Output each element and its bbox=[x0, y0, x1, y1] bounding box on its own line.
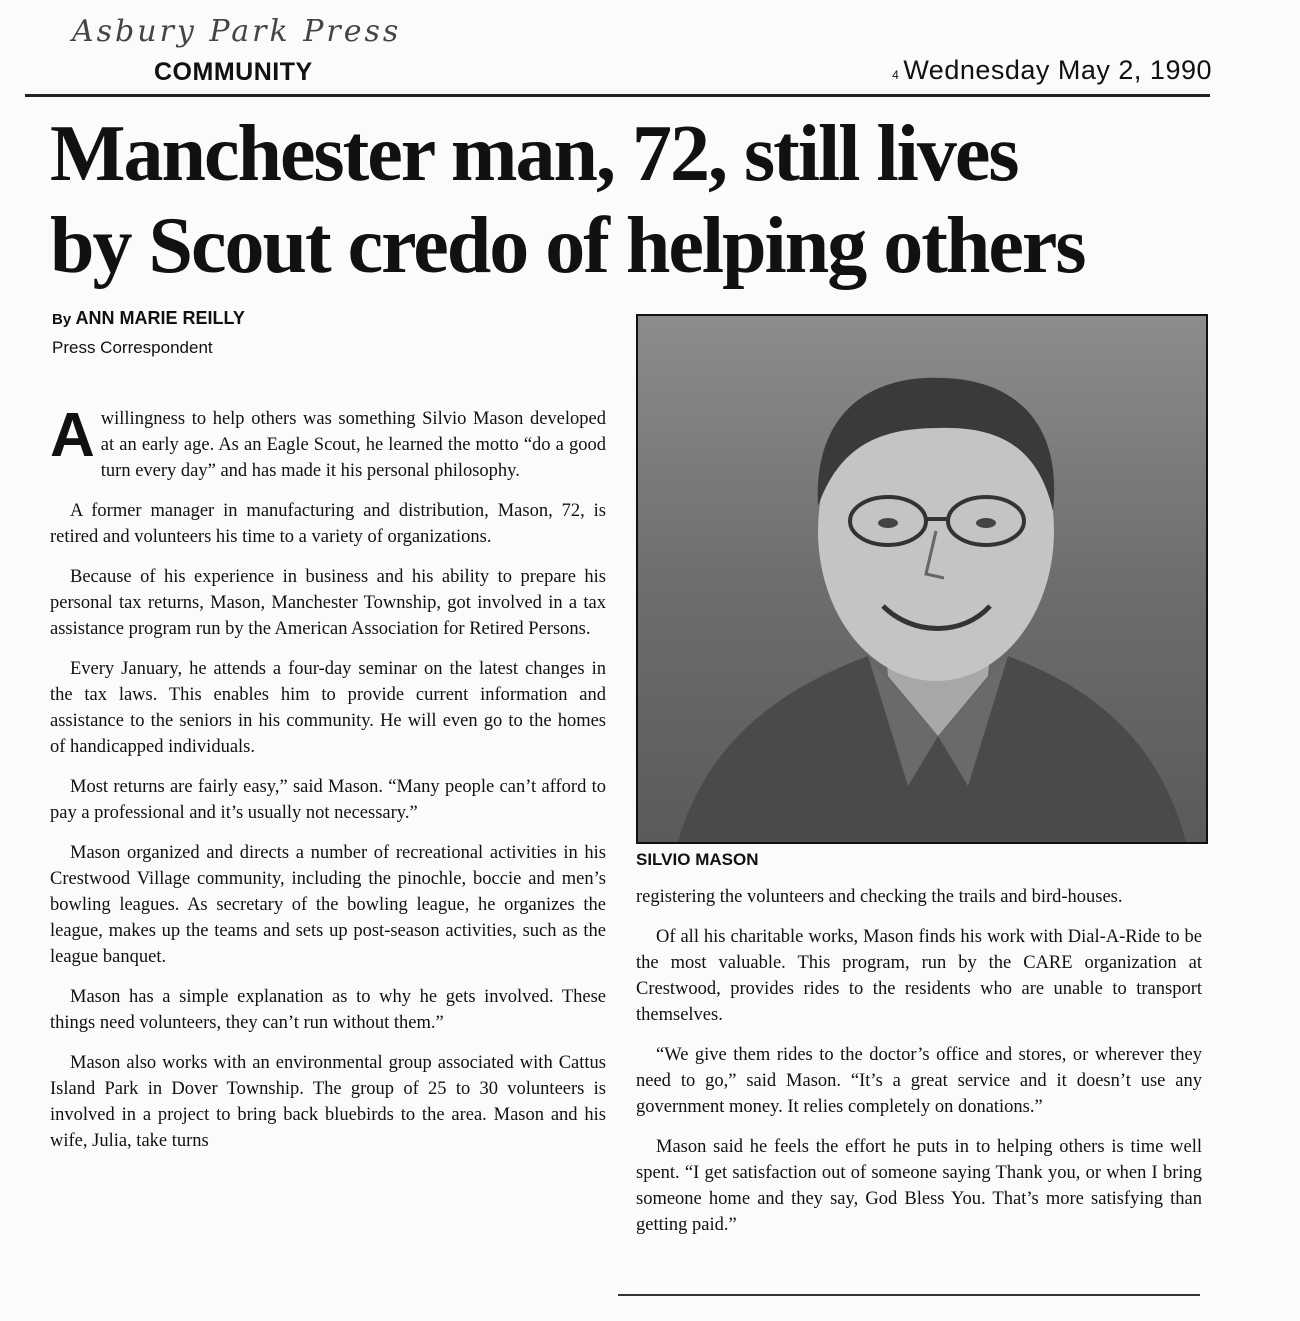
handwritten-source-note: Asbury Park Press bbox=[72, 14, 402, 49]
paragraph: “We give them rides to the doctor’s office and stores, or wherever they need to go,” said Mason. “It’s a great service and it doesn’t use any government money. It relies completely on donations.” bbox=[636, 1045, 1202, 1117]
paragraph: Mason said he feels the effort he puts in to helping others is time well spent. “I get satisfaction out of someone saying Thank you, or when I bring someone home and they say, God Bless You. That’s more satisfying than getting paid.” bbox=[636, 1137, 1202, 1235]
author-name: ANN MARIE REILLY bbox=[75, 308, 245, 328]
portrait-illustration bbox=[638, 316, 1206, 842]
paragraph: Mason has a simple explanation as to why he gets involved. These things need volunteers, they can’t run without them.” bbox=[50, 987, 606, 1033]
headline-line-2: by Scout credo of helping others bbox=[50, 202, 1085, 290]
paragraph: A former manager in manufacturing and distribution, Mason, 72, is retired and volunteers his time to a variety of organizations. bbox=[50, 501, 606, 547]
left-column bbox=[50, 401, 606, 1168]
page-number: 4 bbox=[892, 68, 900, 82]
paragraph: Because of his experience in business and his ability to prepare his personal tax returns, Mason, Manchester Township, got involved in a tax assistance program run by the American Association for Retired Persons. bbox=[50, 567, 606, 639]
paragraph: Mason organized and directs a number of recreational activities in his Crestwood Village community, including the pinochle, boccie and men’s bowling leagues. As secretary of the bowling league, he organizes the league, makes up the teams and sets up post-season activities, such as the league banquet. bbox=[50, 843, 606, 967]
section-label: COMMUNITY bbox=[154, 58, 313, 86]
top-rule bbox=[25, 94, 1210, 97]
right-column bbox=[636, 884, 1202, 1252]
paragraph: Most returns are fairly easy,” said Mason. “Many people can’t afford to pay a professional and it’s usually not necessary.” bbox=[50, 777, 606, 823]
headline-line-1: Manchester man, 72, still lives bbox=[50, 110, 1018, 198]
headline bbox=[50, 108, 1250, 292]
bottom-rule bbox=[618, 1294, 1200, 1296]
author-role: Press Correspondent bbox=[52, 338, 213, 357]
photo-caption: SILVIO MASON bbox=[636, 850, 759, 869]
paragraph: Mason also works with an environmental group associated with Cattus Island Park in Dover Township. The group of 25 to 30 volunteers is involved in a project to bring back bluebirds to the area. Mason and his wife, Julia, take turns bbox=[50, 1053, 606, 1151]
date-text: Wednesday May 2, 1990 bbox=[903, 55, 1212, 85]
paragraph: Every January, he attends a four-day seminar on the latest changes in the tax laws. This enables him to provide current information and assistance to the seniors in his community. He will even go to the homes of handicapped individuals. bbox=[50, 659, 606, 757]
paragraph: Awillingness to help others was something Silvio Mason developed at an early age. As an Eagle Scout, he learned the motto “do a good turn every day” and has made it his personal philosophy. bbox=[50, 401, 606, 481]
byline bbox=[52, 308, 245, 329]
portrait-photo bbox=[636, 314, 1208, 844]
paragraph: Of all his charitable works, Mason finds his work with Dial-A-Ride to be the most valuable. This program, run by the CARE organization at Crestwood, provides rides to the residents who are unable to transport themselves. bbox=[636, 927, 1202, 1025]
paragraph: registering the volunteers and checking the trails and bird-houses. bbox=[636, 887, 1123, 907]
dropcap: A bbox=[50, 401, 95, 470]
byline-prefix: By bbox=[52, 311, 72, 328]
issue-date bbox=[892, 55, 1212, 86]
